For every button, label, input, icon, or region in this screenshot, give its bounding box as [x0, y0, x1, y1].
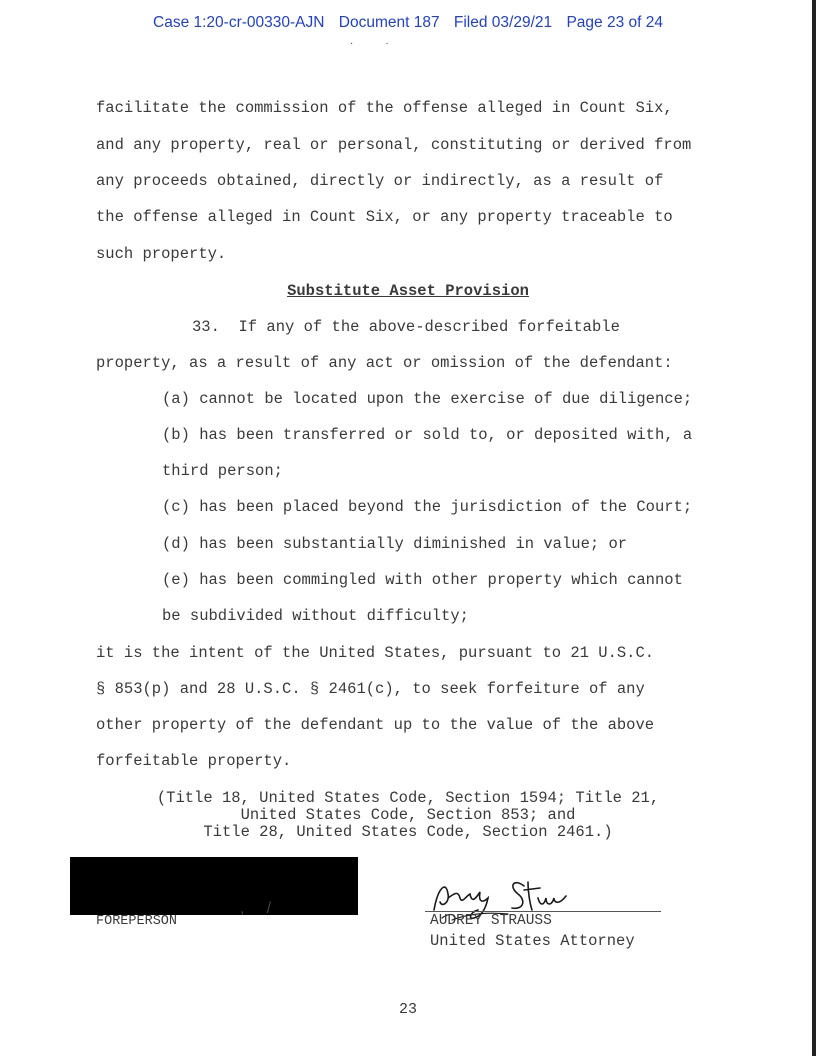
- body-line: facilitate the commission of the offense alleged in Count Six,: [96, 99, 673, 117]
- statute-citation: United States Code, Section 853; and: [240, 806, 576, 824]
- document-number: Document 187: [338, 14, 440, 31]
- attorney-title: United States Attorney: [430, 932, 635, 950]
- body-line: it is the intent of the United States, pursuant to 21 U.S.C.: [96, 644, 655, 662]
- signature-line: [425, 911, 661, 912]
- body-line: and any property, real or personal, constituting or derived from: [96, 136, 692, 154]
- page-edge: [812, 0, 816, 1056]
- list-item: (c) has been placed beyond the jurisdiction of the Court;: [162, 498, 693, 516]
- case-number: Case 1:20-cr-00330-AJN: [153, 14, 325, 31]
- section-heading: Substitute Asset Provision: [287, 282, 529, 300]
- body-line: other property of the defendant up to the value of the above: [96, 716, 655, 734]
- list-item: be subdivided without difficulty;: [162, 607, 469, 625]
- body-line: 33. If any of the above-described forfeitable: [192, 318, 620, 336]
- filed-date: Filed 03/29/21: [453, 14, 553, 31]
- list-item: third person;: [162, 462, 283, 480]
- attorney-name: AUDREY STRAUSS: [430, 913, 552, 929]
- list-item: (a) cannot be located upon the exercise of due diligence;: [162, 390, 693, 408]
- scan-specks: ··: [350, 38, 421, 49]
- body-line: any proceeds obtained, directly or indirectly, as a result of: [96, 172, 664, 190]
- page-number: 23: [398, 1001, 417, 1018]
- list-item: (e) has been commingled with other property which cannot: [162, 571, 683, 589]
- statute-citation: Title 28, United States Code, Section 2461.): [203, 823, 613, 841]
- page-count: Page 23 of 24: [566, 14, 663, 31]
- list-item: (d) has been substantially diminished in value; or: [162, 535, 628, 553]
- body-line: § 853(p) and 28 U.S.C. § 2461(c), to seek forfeiture of any: [96, 680, 645, 698]
- filing-header: [0, 14, 816, 32]
- redaction-box: [70, 857, 358, 915]
- stray-pen-marks: , /: [240, 900, 272, 917]
- body-line: property, as a result of any act or omission of the defendant:: [96, 354, 673, 372]
- body-line: forfeitable property.: [96, 752, 292, 770]
- list-item: (b) has been transferred or sold to, or deposited with, a: [162, 426, 693, 444]
- foreperson-label: FOREPERSON: [96, 914, 178, 929]
- statute-citation: (Title 18, United States Code, Section 1594; Title 21,: [156, 789, 660, 807]
- body-line: such property.: [96, 245, 227, 263]
- body-line: the offense alleged in Count Six, or any property traceable to: [96, 208, 673, 226]
